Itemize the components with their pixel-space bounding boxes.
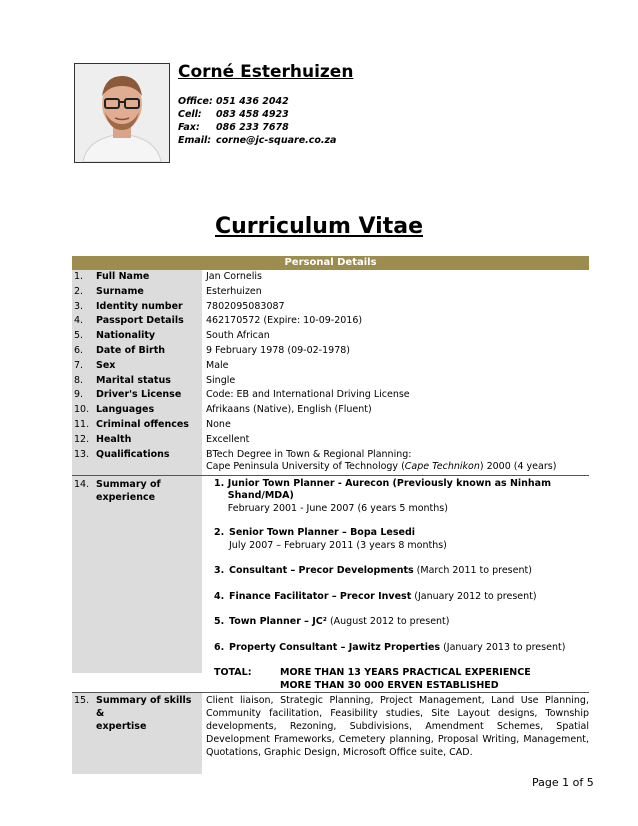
row-value: None [206, 418, 231, 430]
table-row [72, 433, 589, 448]
row-label-cell [72, 344, 202, 359]
row-value: 7802095083087 [206, 300, 285, 312]
contact-label: Fax: [178, 122, 200, 133]
experience-total [214, 667, 589, 692]
row-label-cell [72, 329, 202, 344]
row-label: Health [96, 433, 132, 445]
qualification-text: Cape Peninsula University of Technology ( [206, 461, 405, 473]
contact-office [178, 95, 336, 108]
row-label-line: Summary of skills & [96, 695, 192, 720]
row-number: 15. [74, 695, 90, 707]
row-label: Criminal offences [96, 418, 189, 430]
experience-item [214, 565, 589, 578]
contact-email [178, 134, 336, 147]
contact-block [178, 95, 336, 147]
contact-label: Office: [178, 96, 213, 107]
contact-cell [178, 108, 336, 121]
row-value: Excellent [206, 433, 250, 445]
row-value: 462170572 (Expire: 10-09-2016) [206, 315, 363, 327]
row-label-cell [72, 418, 202, 433]
experience-period: July 2007 – February 2011 (3 years 8 months) [229, 539, 447, 551]
row-label [96, 694, 202, 774]
row-value: 9 February 1978 (09-02-1978) [206, 344, 350, 356]
experience-title: Senior Town Planner – Bopa Lesedi [229, 527, 416, 539]
experience-item [214, 642, 589, 655]
table-row [72, 388, 589, 403]
personal-details-table [72, 256, 589, 774]
contact-value: 086 233 7678 [216, 122, 289, 133]
experience-item [214, 527, 589, 552]
row-label: Nationality [96, 330, 156, 342]
row-label-line: expertise [96, 721, 147, 733]
row-value-cell [202, 448, 589, 475]
experience-item [214, 478, 589, 516]
row-value-cell [202, 476, 589, 693]
row-label-cell [72, 285, 202, 300]
total-line: MORE THAN 30 000 ERVEN ESTABLISHED [280, 679, 499, 691]
row-number: 10. [74, 404, 90, 416]
row-label-cell [72, 314, 202, 329]
row-label-cell [72, 388, 202, 403]
table-row [72, 314, 589, 329]
row-number: 7. [74, 359, 84, 371]
experience-period: (August 2012 to present) [326, 616, 450, 628]
contact-fax [178, 121, 336, 134]
row-number: 14. [74, 478, 90, 490]
experience-number: 4. [214, 590, 225, 602]
person-portrait-icon [75, 64, 169, 162]
row-number: 2. [74, 285, 84, 297]
row-value: Afrikaans (Native), English (Fluent) [206, 404, 372, 416]
row-label-line: experience [96, 491, 156, 503]
row-label-cell [72, 270, 202, 285]
row-label-cell [72, 300, 202, 315]
table-row [72, 270, 589, 285]
qualification-line [206, 461, 589, 474]
candidate-name: Corné Esterhuizen [178, 62, 354, 82]
experience-number: 2. [214, 527, 225, 539]
table-row [72, 285, 589, 300]
contact-value: corne@jc-square.co.za [216, 135, 337, 146]
total-label: TOTAL: [214, 667, 252, 679]
row-value: Male [206, 359, 229, 371]
row-label-cell [72, 476, 202, 673]
experience-period: (January 2012 to present) [411, 590, 537, 602]
table-row [72, 359, 589, 374]
row-label: Driver's License [96, 389, 182, 401]
row-number: 12. [74, 433, 90, 445]
row-number: 8. [74, 374, 84, 386]
row-value: Code: EB and International Driving License [206, 389, 410, 401]
table-row-qualifications [72, 448, 589, 476]
row-label [96, 478, 202, 673]
experience-title: Property Consultant – Jawitz Properties [229, 641, 441, 653]
page-number: Page 1 of 5 [532, 776, 594, 789]
row-label-cell [72, 693, 202, 774]
row-label: Date of Birth [96, 344, 166, 356]
table-row-skills [72, 693, 589, 774]
contact-label: Cell: [178, 109, 202, 120]
table-row [72, 374, 589, 389]
row-label-cell [72, 374, 202, 389]
experience-period: (March 2011 to present) [413, 565, 532, 577]
contact-value: 051 436 2042 [216, 96, 289, 107]
row-label-line: Summary of [96, 478, 161, 490]
profile-photo [74, 63, 170, 163]
experience-title: Finance Facilitator – Precor Invest [229, 590, 412, 602]
row-value: South African [206, 330, 270, 342]
row-label: Languages [96, 404, 155, 416]
experience-number: 1. [214, 477, 225, 489]
row-label: Qualifications [96, 448, 170, 460]
row-label: Identity number [96, 300, 183, 312]
experience-period: (January 2013 to present) [440, 641, 566, 653]
row-value: Esterhuizen [206, 285, 262, 297]
row-number: 6. [74, 344, 84, 356]
row-value: Jan Cornelis [206, 271, 262, 282]
row-label-cell [72, 359, 202, 374]
row-label: Passport Details [96, 315, 184, 327]
row-number: 13. [74, 448, 90, 460]
row-label: Surname [96, 285, 144, 297]
row-number: 5. [74, 330, 84, 342]
row-label: Full Name [96, 271, 150, 282]
document-title: Curriculum Vitae [214, 214, 423, 239]
qualification-italic: Cape Technikon [404, 461, 480, 473]
experience-title: Town Planner – JC² [229, 616, 327, 628]
qualification-text: ) 2000 (4 years) [479, 461, 557, 473]
row-label-cell [72, 433, 202, 448]
section-header: Personal Details [72, 256, 589, 270]
table-row [72, 418, 589, 433]
table-row [72, 300, 589, 315]
table-row [72, 403, 589, 418]
row-number: 4. [74, 315, 84, 327]
experience-period: February 2001 - June 2007 (6 years 5 months) [227, 502, 448, 514]
table-row [72, 344, 589, 359]
row-label: Marital status [96, 374, 171, 386]
row-label-cell [72, 403, 202, 418]
experience-number: 5. [214, 616, 225, 628]
row-label-cell [72, 448, 202, 475]
row-value: Single [206, 374, 236, 386]
row-number: 1. [74, 271, 84, 282]
row-number: 9. [74, 389, 84, 401]
experience-title: Junior Town Planner - Aurecon (Previously known as Ninham Shand/MDA) [227, 477, 551, 502]
experience-item [214, 591, 589, 604]
table-row [72, 329, 589, 344]
row-number: 3. [74, 300, 84, 312]
contact-label: Email: [178, 135, 212, 146]
contact-value: 083 458 4923 [216, 109, 289, 120]
qualification-line: BTech Degree in Town & Regional Planning: [206, 448, 412, 460]
table-row-experience [72, 476, 589, 694]
experience-title: Consultant – Precor Developments [229, 565, 414, 577]
experience-number: 3. [214, 565, 225, 577]
row-label: Sex [96, 359, 116, 371]
experience-number: 6. [214, 641, 225, 653]
experience-item [214, 616, 589, 629]
skills-text: Client liaison, Strategic Planning, Project Management, Land Use Planning, Community facilitation, Feasibility studies, Site Layout designs, Township developments, Rezoning, Subdivisions, Amendment Schemes, Spatial Development Frameworks, Cemetery planning, Proposal Writing, Management, Quotations, Graphic Design, Microsoft Office suite, CAD. [206, 695, 589, 759]
row-number: 11. [74, 418, 90, 430]
total-line: MORE THAN 13 YEARS PRACTICAL EXPERIENCE [280, 667, 531, 679]
